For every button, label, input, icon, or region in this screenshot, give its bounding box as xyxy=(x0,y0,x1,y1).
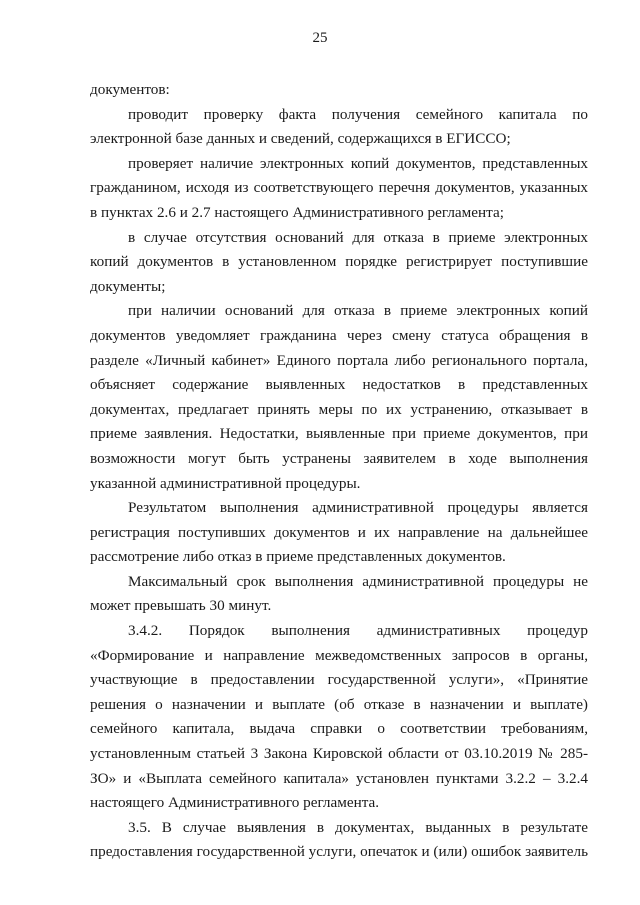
document-body xyxy=(90,78,588,865)
paragraph: проверяет наличие электронных копий документов, представленных гражданином, исходя из соответствующего перечня документов, указанных в пунктах 2.6 и 2.7 настоящего Административного регламента; xyxy=(90,154,588,221)
paragraph: документов: xyxy=(90,81,170,98)
paragraph: проводит проверку факта получения семейного капитала по электронной базе данных и сведений, содержащихся в ЕГИССО; xyxy=(90,105,588,148)
paragraph: 3.4.2. Порядок выполнения административных процедур «Формирование и направление межведомственных запросов в органы, участвующие в предоставлении государственной услуги», «Принятие решения о назначении и выплате (об отказе в назначении и выплате) семейного капитала, выдача справки о соответствии требованиям, установленным статьей 3 Закона Кировской области от 03.10.2019 № 285-ЗО» и «Выплата семейного капитала» установлен пунктами 3.2.2 – 3.2.4 настоящего Административного регламента. xyxy=(90,622,588,812)
paragraph: Максимальный срок выполнения административной процедуры не может превышать 30 минут. xyxy=(90,572,588,615)
page-number: 25 xyxy=(312,30,328,46)
paragraph: 3.5. В случае выявления в документах, выданных в результате предоставления государственной услуги, опечаток и (или) ошибок заявитель xyxy=(90,818,588,861)
paragraph: в случае отсутствия оснований для отказа в приеме электронных копий документов в установленном порядке регистрирует поступившие документы; xyxy=(90,228,588,295)
paragraph: Результатом выполнения административной процедуры является регистрация поступивших документов и их направление на дальнейшее рассмотрение либо отказ в приеме представленных документов. xyxy=(90,499,588,566)
paragraph: при наличии оснований для отказа в приеме электронных копий документов уведомляет гражданина через смену статуса обращения в разделе «Личный кабинет» Единого портала либо регионального портала, объясняет содержание выявленных недостатков в представленных документах, предлагает принять меры по их устранению, отказывает в приеме заявления. Недостатки, выявленные при приеме документов, при возможности могут быть устранены заявителем в ходе выполнения указанной административной процедуры. xyxy=(90,302,588,492)
